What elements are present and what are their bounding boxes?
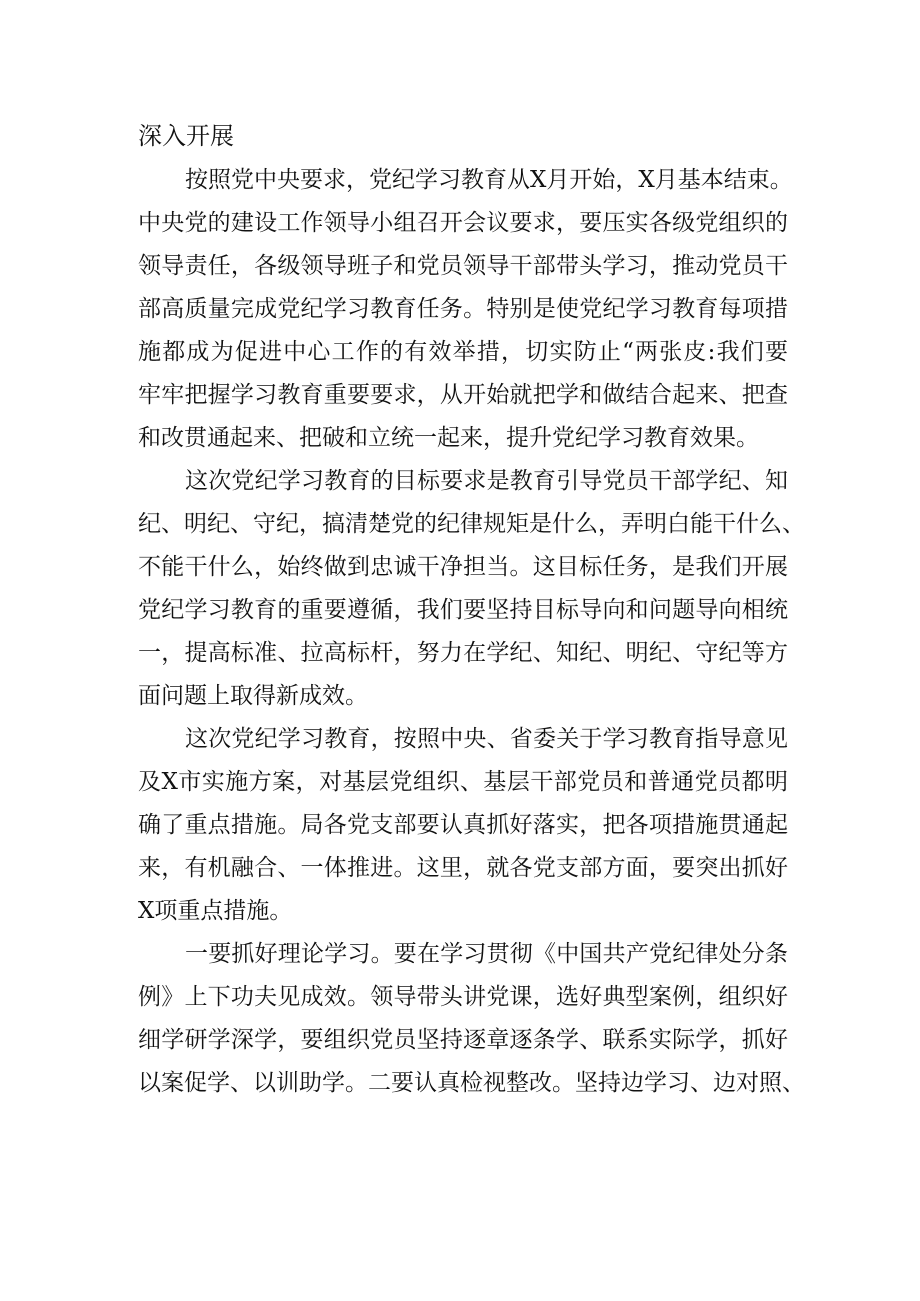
paragraph-4-line-3: 细学研学深学，要组织党员坚持逐章逐条学、联系实际学，抓好 — [138, 1027, 788, 1053]
paragraph-2-line-6: 面问题上取得新成效。 — [138, 683, 368, 709]
paragraph-2-line-5: 一，提高标准、拉高标杆，努力在学纪、知纪、明纪、守纪等方 — [138, 640, 788, 666]
paragraph-2-line-1: 这次党纪学习教育的目标要求是教育引导党员干部学纪、知 — [185, 468, 788, 494]
paragraph-1-line-3: 领导责任，各级领导班子和党员领导干部带头学习，推动党员干 — [138, 253, 788, 279]
paragraph-3-line-3: 确了重点措施。局各党支部要认真抓好落实，把各项措施贯通起 — [138, 812, 788, 838]
paragraph-3-line-4: 来，有机融合、一体推进。这里，就各党支部方面，要突出抓好 — [138, 855, 788, 881]
paragraph-3-line-5: X项重点措施。 — [138, 898, 293, 924]
paragraph-3-line-2: 及X市实施方案，对基层党组织、基层干部党员和普通党员都明 — [138, 769, 788, 795]
paragraph-4-line-4: 以案促学、以训助学。二要认真检视整改。坚持边学习、边对照、 — [138, 1070, 805, 1096]
section-heading: 深入开展 — [138, 122, 234, 150]
paragraph-1-line-7: 和改贯通起来、把破和立统一起来，提升党纪学习教育效果。 — [138, 425, 759, 451]
paragraph-1-line-1: 按照党中央要求，党纪学习教育从X月开始，X月基本结束。 — [185, 167, 793, 193]
paragraph-4-line-1: 一要抓好理论学习。要在学习贯彻《中国共产党纪律处分条 — [185, 941, 788, 967]
paragraph-1-line-2: 中央党的建设工作领导小组召开会议要求，要压实各级党组织的 — [138, 210, 788, 236]
paragraph-1-line-4: 部高质量完成党纪学习教育任务。特别是使党纪学习教育每项措 — [138, 296, 788, 322]
paragraph-3-line-1: 这次党纪学习教育，按照中央、省委关于学习教育指导意见 — [185, 726, 788, 752]
paragraph-2-line-3: 不能干什么，始终做到忠诚干净担当。这目标任务，是我们开展 — [138, 554, 788, 580]
paragraph-2-line-2: 纪、明纪、守纪，搞清楚党的纪律规矩是什么，弄明白能干什么、 — [138, 511, 805, 537]
paragraph-1-line-6: 牢牢把握学习教育重要要求，从开始就把学和做结合起来、把查 — [138, 382, 788, 408]
paragraph-4-line-2: 例》上下功夫见成效。领导带头讲党课，选好典型案例，组织好 — [138, 984, 788, 1010]
paragraph-2-line-4: 党纪学习教育的重要遵循，我们要坚持目标导向和问题导向相统 — [138, 597, 788, 623]
paragraph-1-line-5: 施都成为促进中心工作的有效举措，切实防止“两张皮:我们要 — [138, 339, 788, 365]
